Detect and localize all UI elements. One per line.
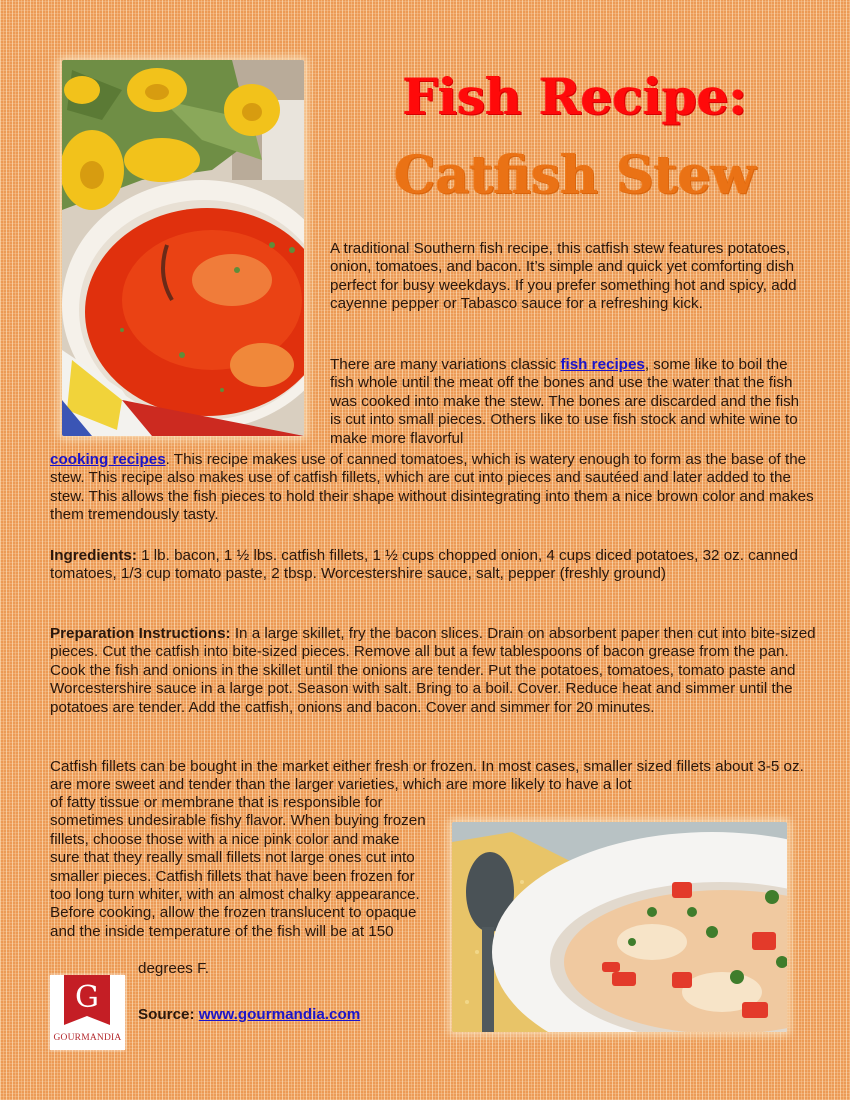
logo-letter: G	[75, 980, 99, 1015]
buying-paragraph-end: degrees F.	[138, 960, 209, 977]
cooking-recipes-link[interactable]: cooking recipes	[50, 451, 166, 468]
stew-photo-top	[62, 60, 304, 436]
title-line-1: Fish Recipe:	[402, 67, 748, 126]
buying-paragraph-narrow: of fatty tissue or membrane that is responsible for sometimes undesirable fishy flavor. When buying frozen fillets, choose those with a nice pink color and make sure that they really small fillets not large ones cut into smaller pieces. Catfish fillets that have been frozen for too long turn whiter, with an almost chalky appearance. Before cooking, allow the frozen translucent to opaque and the inside temperature of the fish will be at 150	[50, 794, 426, 940]
instructions-label: Preparation Instructions:	[50, 625, 231, 642]
page-title	[320, 67, 830, 206]
source-line	[138, 1006, 458, 1024]
fish-recipes-link[interactable]: fish recipes	[560, 356, 645, 373]
instructions-text: In a large skillet, fry the bacon slices. Drain on absorbent paper then cut into bite-sized pieces. Cut the catfish into bite-sized pieces. Remove all but a few tablespoons of bacon grease from the pan. Cook the fish and onions in the skillet until the onions are tender. Put the potatoes, tomatoes, tomato paste and Worcestershire sauce in a large pot. Season with salt. Bring to a boil. Cover. Reduce heat and simmer until the potatoes are tender. Add the catfish, onions and bacon. Cover and simmer for 20 minutes.	[50, 625, 816, 716]
logo-name: GOURMANDIA	[53, 1033, 122, 1043]
cooking-paragraph	[50, 451, 820, 525]
variations-text-after: , some like to boil the fish whole until the meat off the bones and use the water that the fish was cooked into make the stew. The bones are discarded and the fish is cut into small pieces. Others like to use fish stock and white wine to make more flavorful	[330, 356, 800, 447]
ingredients-paragraph	[50, 547, 820, 584]
instructions-paragraph	[50, 625, 820, 717]
cooking-text-after: . This recipe makes use of canned tomatoes, which is watery enough to form as the base of the stew. This recipe also makes use of catfish fillets, which are cut into pieces and sautéed and later added to the stew. This allows the fish pieces to hold their shape without disintegrating into them a nice brown color and makes them tremendously tasty.	[50, 451, 814, 524]
stew-photo-bottom	[452, 822, 787, 1032]
variations-text-before: There are many variations classic	[330, 356, 561, 373]
stew-image-top	[62, 60, 304, 436]
intro-paragraph: A traditional Southern fish recipe, this catfish stew features potatoes, onion, tomatoes, and bacon. It’s simple and quick yet comforting dish perfect for busy weekdays. If you prefer something hot and spicy, add cayenne pepper or Tabasco sauce for a refreshing kick.	[330, 240, 797, 313]
source-link[interactable]: www.gourmandia.com	[198, 1006, 361, 1023]
ingredients-text: 1 lb. bacon, 1 ½ lbs. catfish fillets, 1 ½ cups chopped onion, 4 cups diced potatoes, 32 oz. canned tomatoes, 1/3 cup tomato paste, 2 tbsp. Worcestershire sauce, salt, pepper (freshly ground)	[50, 547, 799, 583]
title-line-2: Catfish Stew	[394, 145, 756, 206]
ingredients-label: Ingredients:	[50, 547, 137, 564]
stew-image-bottom	[452, 822, 787, 1032]
buying-paragraph-full: Catfish fillets can be bought in the market either fresh or frozen. In most cases, smaller sized fillets about 3-5 oz. are more sweet and tender than the larger varieties, which are more likely to have a lot	[50, 758, 804, 794]
gourmandia-logo	[50, 975, 125, 1050]
variations-paragraph	[330, 356, 810, 448]
source-label: Source:	[138, 1006, 199, 1023]
